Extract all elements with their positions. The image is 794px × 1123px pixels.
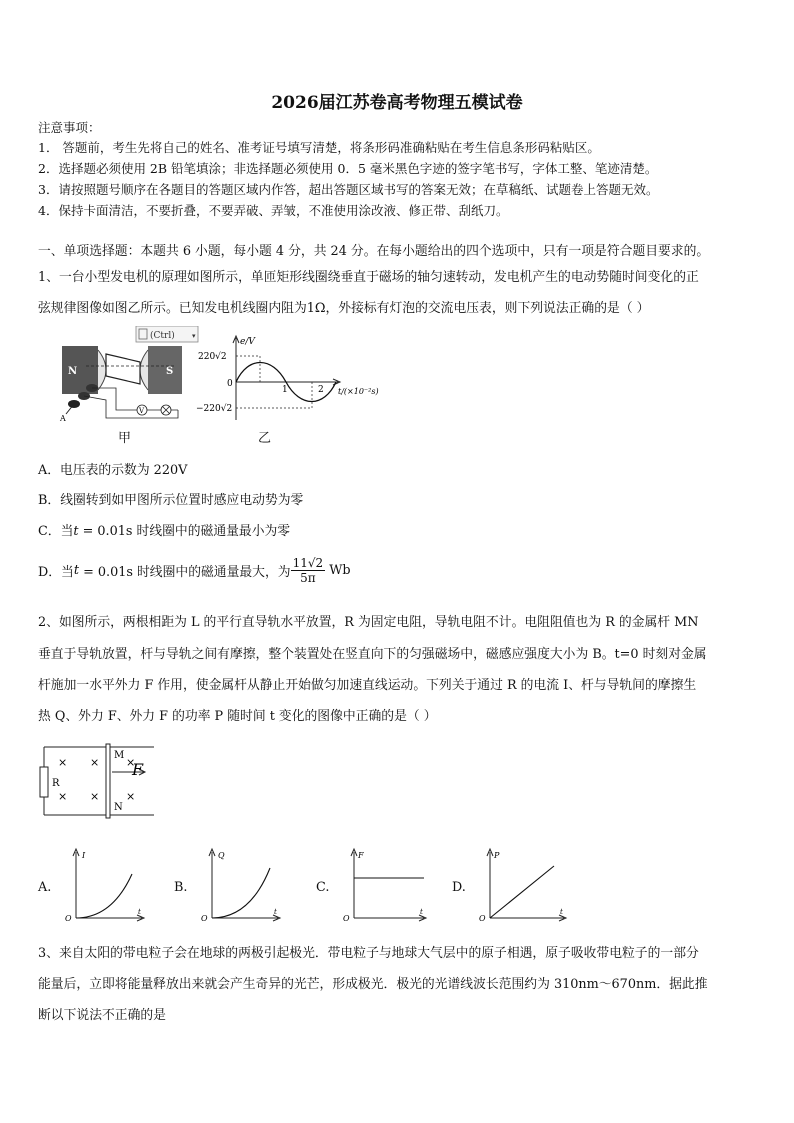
- q1-text-line: 1、一台小型发电机的原理如图所示，单匝矩形线圈绕垂直于磁场的轴匀速转动，发电机产生的电动势随时间变化的正: [38, 270, 699, 285]
- q2-option-a-letter: A.: [38, 880, 52, 895]
- flux-fraction: $\frac{11√2}{5\pi}$: [292, 556, 324, 585]
- notice-item: 3．请按照题号顺序在各题目的答题区域内作答，超出答题区域书写的答案无效；在草稿纸、试题卷上答题无效。: [38, 182, 659, 197]
- q3-text-line: 断以下说法不正确的是: [38, 1008, 166, 1023]
- field-cross: ×: [126, 756, 136, 769]
- y-axis-label: e/V: [240, 337, 255, 347]
- rod-end-m: M: [114, 750, 125, 761]
- field-cross: ×: [58, 790, 68, 803]
- graph-origin: O: [201, 914, 208, 922]
- q1-text-line: 弦规律图像如图乙所示。已知发电机线圈内阻为1Ω，外接标有灯泡的交流电压表，则下列说法正确的是（ ）: [38, 301, 650, 316]
- x-tick-1: 1: [282, 385, 288, 395]
- q2-option-b-letter: B.: [174, 880, 188, 895]
- force-label: F: [132, 760, 144, 779]
- q2-option-c-graph: [340, 846, 430, 922]
- generator-figure: [56, 326, 206, 426]
- heat-curve: [212, 868, 270, 918]
- q2-option-b-graph: [198, 846, 282, 922]
- q1-option-a: A．电压表的示数为 220V: [38, 463, 188, 478]
- field-cross: ×: [90, 790, 100, 803]
- notice-item: 4．保持卡面清洁，不要折叠，不要弄破、弄皱，不准使用涂改液、修正带、刮纸刀。: [38, 203, 509, 218]
- field-cross: ×: [126, 790, 136, 803]
- q1-option-b: B．线圈转到如甲图所示位置时感应电动势为零: [38, 493, 304, 508]
- x-tick-2: 2: [318, 385, 324, 395]
- graph-y-label: P: [494, 851, 500, 860]
- x-axis-label: t/(×10⁻²s): [338, 387, 379, 396]
- rod-end-n: N: [114, 802, 123, 813]
- brush-a-label: A: [60, 414, 66, 423]
- graph-y-label: I: [82, 851, 86, 860]
- q2-text-line: 2、如图所示，两根相距为 L 的平行直导轨水平放置，R 为固定电阻，导轨电阻不计。电阻阻值也为 R 的金属杆 MN: [38, 615, 699, 630]
- graph-y-label: F: [358, 851, 364, 860]
- notice-heading: 注意事项：: [38, 120, 101, 135]
- q1-option-c: C．当t = 0.01s 时线圈中的磁通量最小为零: [38, 524, 291, 539]
- magnet-n-label: N: [68, 366, 78, 377]
- q3-text-line: 3、来自太阳的带电粒子会在地球的两极引起极光．带电粒子与地球大气层中的原子相遇，原子吸收带电粒子的一部分: [38, 946, 699, 961]
- y-tick-bottom: −220√2: [196, 404, 233, 414]
- q2-option-d-letter: D.: [452, 880, 466, 895]
- q2-option-a-graph: [62, 846, 146, 922]
- notice-item: 1． 答题前，考生先将自己的姓名、准考证号填写清楚，将条形码准确粘贴在考生信息条形码粘贴区。: [38, 140, 600, 155]
- field-cross: ×: [58, 756, 68, 769]
- graph-y-label: Q: [218, 851, 225, 860]
- q1-option-d: D．当t = 0.01s 时线圈中的磁通量最大，为 $\frac{11√2}{5\pi}$ Wb: [38, 556, 351, 585]
- graph-x-label: t: [274, 908, 277, 916]
- voltmeter-label: V: [139, 407, 145, 415]
- graph-x-label: t: [138, 908, 141, 916]
- metal-rod-mn: [106, 744, 110, 818]
- y-tick-top: 220√2: [198, 352, 227, 362]
- figure-caption-jia: 甲: [118, 431, 132, 446]
- graph-origin: O: [65, 914, 72, 922]
- emf-graph: [196, 334, 396, 424]
- q3-text-line: 能量后，立即将能量释放出来就会产生奇异的光芒，形成极光．极光的光谱线波长范围约为 310nm～670nm．据此推: [38, 977, 708, 992]
- graph-x-label: t: [560, 908, 563, 916]
- graph-origin: O: [343, 914, 350, 922]
- q2-text-line: 热 Q、外力 F、外力 F 的功率 P 随时间 t 变化的图像中正确的是（ ）: [38, 709, 437, 724]
- figure-caption-yi: 乙: [258, 431, 272, 446]
- q2-text-line: 垂直于导轨放置，杆与导轨之间有摩擦，整个装置处在竖直向下的匀强磁场中，磁感应强度大小为 B。t=0 时刻对金属: [38, 647, 707, 662]
- section-heading: 一、单项选择题：本题共 6 小题，每小题 4 分，共 24 分。在每小题给出的四个选项中，只有一项是符合题目要求的。: [38, 244, 710, 259]
- resistor-label: R: [52, 778, 60, 789]
- q2-text-line: 杆施加一水平外力 F 作用，使金属杆从静止开始做匀加速直线运动。下列关于通过 R 的电流 I、杆与导轨间的摩擦生: [38, 678, 697, 693]
- q2-option-d-graph: [478, 846, 568, 922]
- origin-label: 0: [227, 379, 233, 389]
- notice-item: 2．选择题必须使用 2B 铅笔填涂；非选择题必须使用 0．5 毫米黑色字迹的签字笔书写，字体工整、笔迹清楚。: [38, 161, 658, 176]
- coil: [106, 354, 140, 384]
- graph-x-label: t: [420, 908, 423, 916]
- graph-origin: O: [479, 914, 486, 922]
- rail-circuit-figure: [36, 742, 156, 822]
- paste-options-label: (Ctrl): [150, 331, 175, 341]
- resistor-r: [40, 767, 48, 797]
- magnet-s-label: S: [166, 366, 174, 377]
- power-line: [490, 866, 554, 918]
- q2-option-c-letter: C.: [316, 880, 330, 895]
- field-cross: ×: [90, 756, 100, 769]
- page-title: 2026届江苏卷高考物理五模试卷: [271, 93, 523, 113]
- chevron-down-icon: ▾: [192, 332, 196, 340]
- current-curve: [76, 874, 132, 918]
